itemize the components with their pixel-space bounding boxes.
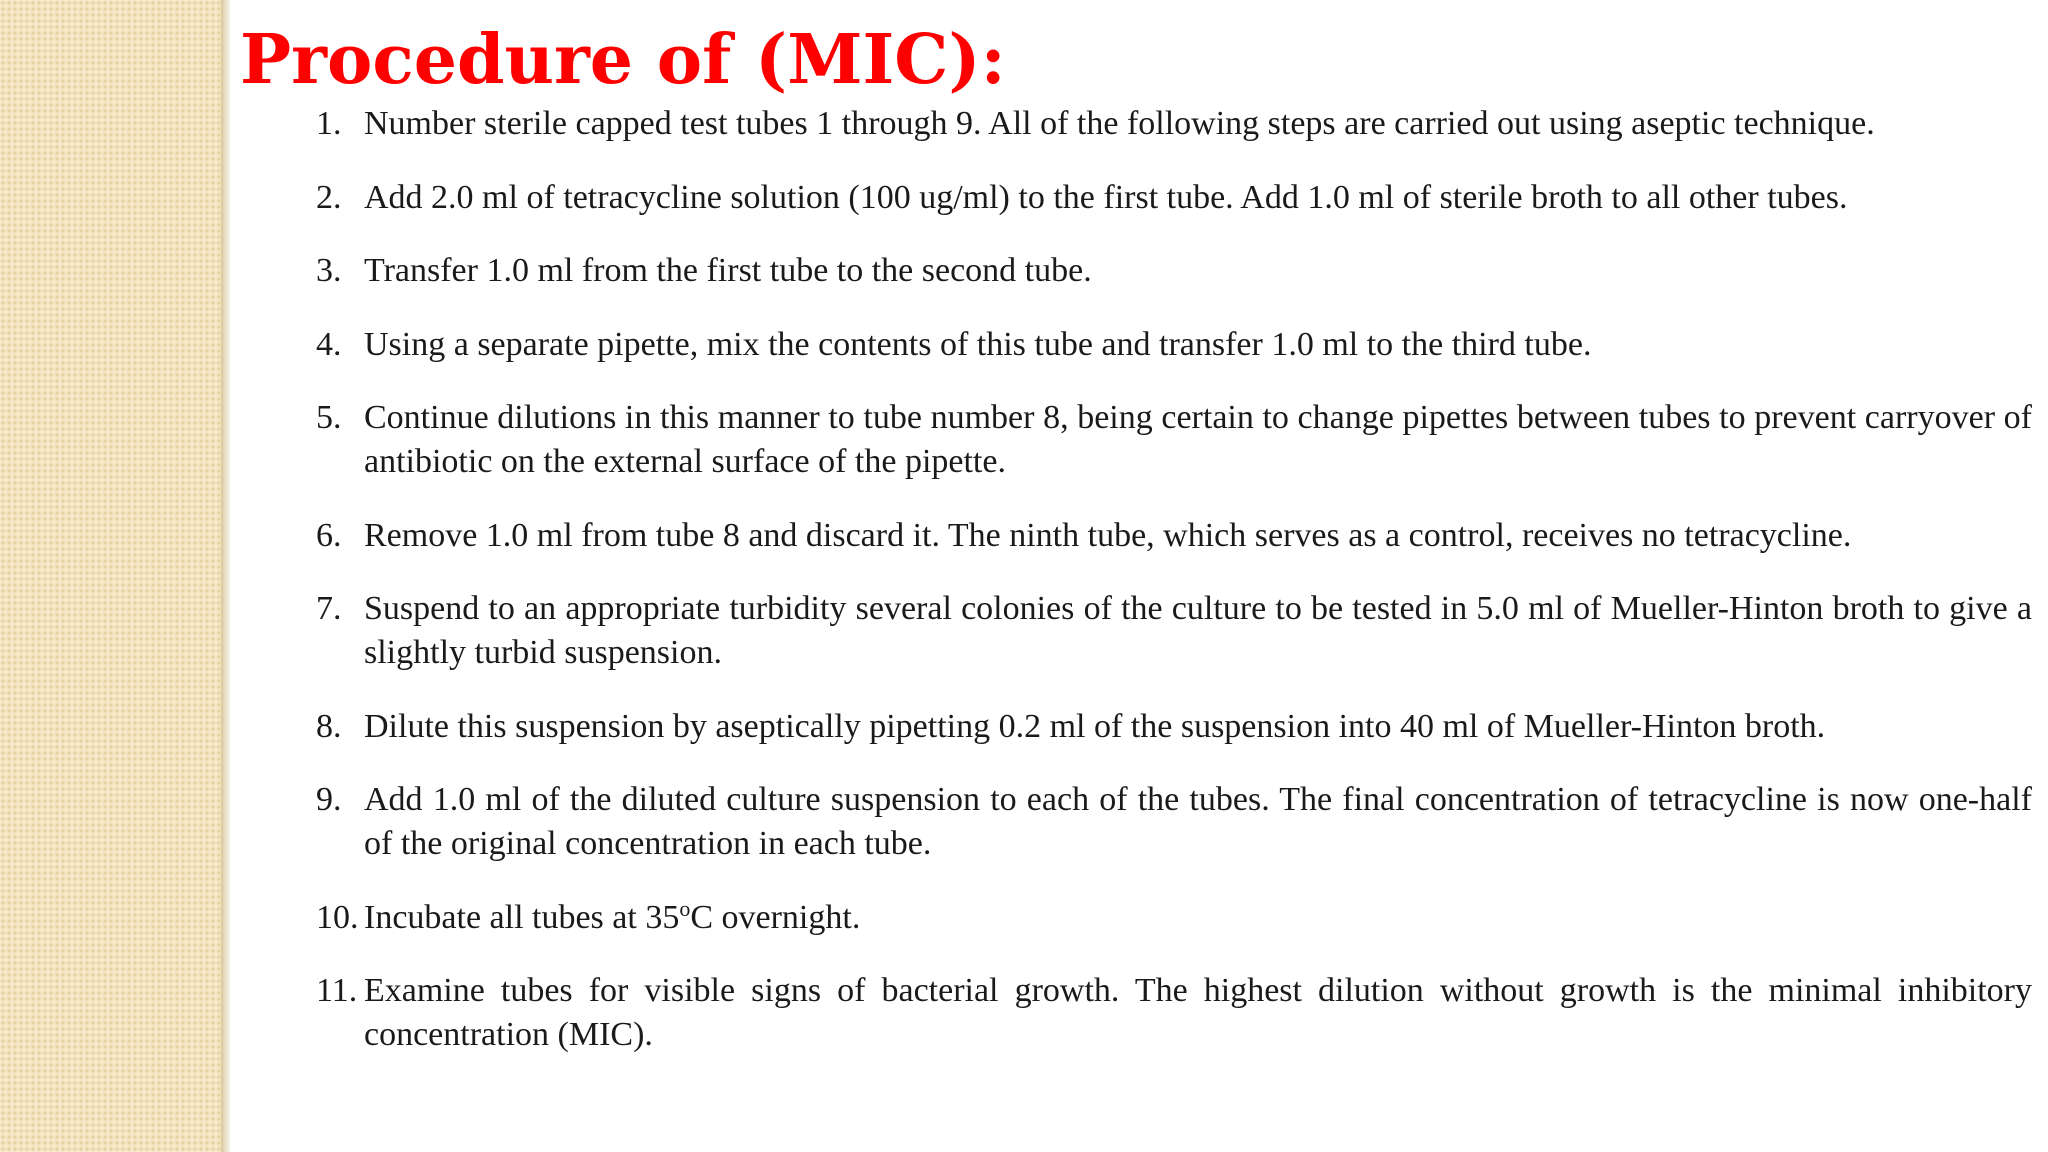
slide-title: Procedure of (MIC):	[240, 20, 1006, 100]
step-text: Using a separate pipette, mix the contents of this tube and transfer 1.0 ml to the third tube.	[364, 325, 1592, 363]
step-number: 7.	[316, 590, 342, 627]
step-text: Transfer 1.0 ml from the first tube to the second tube.	[364, 252, 1092, 289]
step-number: 3.	[316, 252, 342, 289]
procedure-steps-list	[316, 102, 2032, 1087]
procedure-step-10	[316, 896, 2032, 940]
step-text: Suspend to an appropriate turbidity several colonies of the culture to be tested in 5.0 ml of Mueller-Hinton broth to give a slightly turbid suspension.	[364, 590, 2032, 671]
procedure-step-1	[316, 102, 2032, 146]
step-number: 9.	[316, 781, 342, 818]
procedure-step-7	[316, 587, 2032, 675]
procedure-step-11	[316, 969, 2032, 1057]
decorative-side-panel	[0, 0, 221, 1152]
step-number: 6.	[316, 516, 342, 554]
step-text: Number sterile capped test tubes 1 through 9. All of the following steps are carried out using aseptic technique.	[364, 105, 1875, 142]
procedure-step-3	[316, 249, 2032, 293]
step-number: 1.	[316, 105, 342, 142]
procedure-step-8	[316, 705, 2032, 749]
side-panel-edge	[221, 0, 230, 1152]
procedure-step-9	[316, 778, 2032, 866]
step-text: Dilute this suspension by aseptically pipetting 0.2 ml of the suspension into 40 ml of Mueller-Hinton broth.	[364, 707, 1826, 745]
step-number: 11.	[316, 972, 358, 1009]
step-text: Add 2.0 ml of tetracycline solution (100 ug/ml) to the first tube. Add 1.0 ml of sterile broth to all other tubes.	[364, 178, 1848, 216]
step-text-before: Incubate all tubes at 35	[364, 898, 680, 936]
step-text-after: C overnight.	[690, 898, 861, 936]
step-text	[364, 896, 2032, 940]
degree-superscript: o	[679, 895, 691, 921]
step-number: 2.	[316, 178, 342, 216]
procedure-step-2	[316, 176, 2032, 220]
step-number: 4.	[316, 325, 342, 363]
step-number: 5.	[316, 399, 342, 436]
procedure-step-6	[316, 514, 2032, 558]
step-text: Examine tubes for visible signs of bacterial growth. The highest dilution without growth is the minimal inhibitory concentration (MIC).	[364, 972, 2032, 1053]
step-text: Continue dilutions in this manner to tube number 8, being certain to change pipettes between tubes to prevent carryover of antibiotic on the external surface of the pipette.	[364, 399, 2032, 480]
step-number: 8.	[316, 707, 342, 745]
step-number: 10.	[316, 898, 359, 936]
step-text: Remove 1.0 ml from tube 8 and discard it. The ninth tube, which serves as a control, receives no tetracycline.	[364, 516, 1852, 554]
procedure-step-4	[316, 323, 2032, 367]
procedure-step-5	[316, 396, 2032, 484]
step-text: Add 1.0 ml of the diluted culture suspension to each of the tubes. The final concentration of tetracycline is now one-half of the original concentration in each tube.	[364, 781, 2032, 862]
